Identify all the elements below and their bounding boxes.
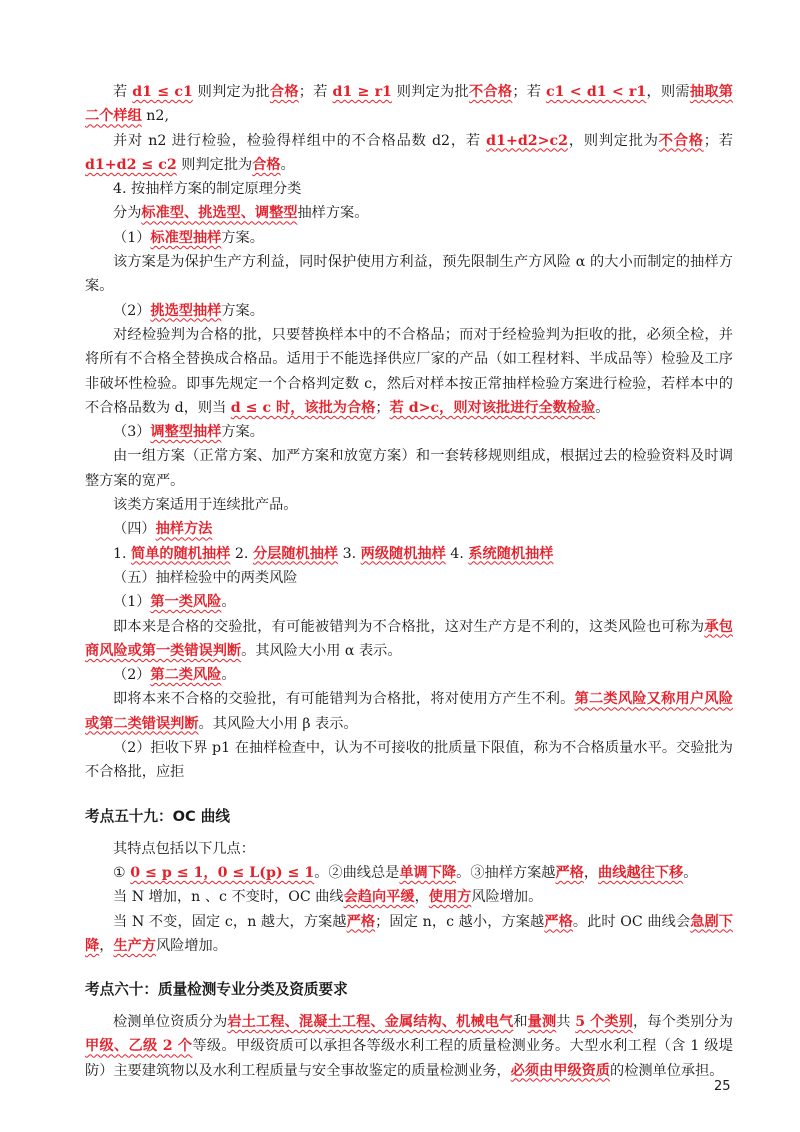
paragraph [85,542,733,566]
text-run: n2, [141,108,169,125]
text-run: 4. 按抽样方案的制定原理分类 [113,181,302,198]
paragraph [85,323,733,420]
highlighted-key-term: 会趋向平缓 [343,889,415,906]
text-run: 由一组方案（正常方案、加严方案和放宽方案）和一套转移规则组成，根据过去的检验资料及时调整方案的宽严。 [85,448,733,489]
highlighted-key-term: 合格 [269,84,299,100]
paragraph [85,517,733,541]
highlighted-key-term: 曲线越往下移 [598,864,684,881]
text-run: 检测单位资质分为 [113,1014,228,1031]
highlighted-key-term: 调整型抽样 [150,424,222,441]
text-run: 。 [221,667,236,684]
text-run: 则判定为批 [391,84,469,100]
highlighted-key-term: 承包商风险或第一类错误判断 [85,618,733,659]
paragraph [85,910,733,959]
text-run: ，则判定批为 [568,132,659,149]
section-heading-oc-curve: 考点五十九：OC 曲线 [85,807,230,825]
highlighted-key-term: 抽样方法 [155,521,213,538]
paragraph [85,299,733,323]
highlighted-key-term: 合格 [252,156,281,173]
paragraph [85,444,733,493]
text-run: 对经检验判为合格的批，只要替换样本中的不合格品；而对于经检验判为拒收的批，必须全检，并将所有不合格全替换成合格品。适用于不能选择供应厂家的产品（如工程材料、半成品等）检验及工序非破坏性检验。即事先规定一个合格判定数 c，然后对样本按正常抽样检验方案进行检验，若样本中的不合格品数为 d，则当 [85,326,733,416]
highlighted-key-term: d1 ≥ r1 [332,84,392,100]
text-run: 。此时 OC 曲线会 [572,913,691,930]
text-run: ；若 [703,132,733,149]
highlighted-key-term: d ≤ c 时，该批为合格 [230,399,376,416]
highlighted-key-term: 单调下降 [399,864,457,881]
highlighted-key-term: 5 个类别 [575,1014,634,1031]
paragraph [85,736,733,785]
paragraph [85,861,733,885]
paragraph [85,201,733,225]
text-run: ， [414,889,429,906]
text-run: ， [583,864,599,881]
paragraph [85,493,733,517]
text-run: 方案。 [221,302,264,319]
highlighted-key-term: 必须由甲级资质 [510,1062,610,1079]
text-run: 若 [113,84,133,100]
text-run: 。其风险大小用 α 表示。 [241,642,402,659]
text-run: （五）抽样检验中的两类风险 [113,569,298,586]
text-run: 分为 [113,205,142,222]
text-run: ① [113,864,131,881]
highlighted-key-term: 第二类风险 [150,667,222,684]
paragraph [85,615,733,664]
paragraph [85,420,733,444]
text-run: 。 [280,156,295,173]
highlighted-key-term: c1 < d1 < r1 [546,84,647,100]
text-run: 其特点包括以下几点： [113,840,255,857]
highlighted-key-term: 甲级、乙级 2 个 [85,1038,193,1055]
text-run: ，每个类别分为 [633,1014,733,1031]
paragraph [85,590,733,614]
highlighted-key-term: 抽取第二个样组 [85,84,733,125]
text-run: 共 [556,1014,576,1031]
paragraph [85,663,733,687]
highlighted-key-term: 使用方 [428,889,472,906]
highlighted-key-term: 0 ≤ p ≤ 1，0 ≤ L(p) ≤ 1 [130,864,315,881]
text-run: 1. [113,545,132,562]
highlighted-key-term: d1+d2 ≤ c2 [85,156,177,173]
highlighted-key-term: 第一类风险 [150,594,222,611]
text-run: 。②曲线总是 [314,864,400,881]
text-run: 3. [338,545,361,562]
text-run: 方案。 [221,229,264,246]
text-run: 和 [513,1014,528,1031]
highlighted-key-term: 不合格 [468,84,513,100]
paragraph [85,837,733,861]
text-run: 该类方案适用于连续批产品。 [113,497,298,514]
text-run: 方案。 [221,424,264,441]
text-run: 。 [595,399,610,416]
text-run: ； [375,399,390,416]
highlighted-key-term: 标准型、挑选型、调整型 [141,205,298,222]
text-run: ；固定 n，c 越小，方案越 [375,913,545,930]
paragraph [85,687,733,736]
highlighted-key-term: 急剧下降 [85,913,733,954]
section-qualification-body [85,1010,733,1083]
highlighted-key-term: 生产方 [113,937,156,954]
text-run: 2. [230,545,253,562]
text-run: （四） [113,521,156,538]
text-run: 的检测单位承担。 [609,1062,724,1079]
paragraph [85,566,733,590]
section-heading-qualification: 考点六十：质量检测专业分类及资质要求 [85,981,348,999]
highlighted-key-term: 简单的随机抽样 [131,545,231,562]
highlighted-key-term: 两级随机抽样 [360,545,446,562]
text-run: 。其风险大小用 β 表示。 [198,715,358,732]
text-run: 。 [221,594,236,611]
highlighted-key-term: 若 d>c，则对该批进行全数检验 [389,399,596,416]
text-run: ，则需 [646,84,690,100]
page-content [85,80,733,1083]
paragraph [85,1010,733,1083]
text-run: ；若 [298,84,333,100]
text-run: 等级。甲级资质可以承担各等级水利工程的质量检测业务。大型水利工程（含 1 级堤防）主要建筑物以及水利工程质量与安全事故鉴定的质量检测业务， [85,1038,733,1079]
paragraph [85,177,733,201]
text-run: 当 N 不变，固定 c，n 越大，方案越 [113,913,347,930]
highlighted-key-term: 系统随机抽样 [468,545,554,562]
text-run: 则判定为批 [192,84,270,100]
highlighted-key-term: d1+d2>c2 [486,132,569,149]
section-oc-curve-body [85,837,733,958]
highlighted-key-term: 严格 [555,864,584,881]
text-run: 4. [445,545,469,562]
highlighted-key-term: 标准型抽样 [150,229,222,246]
paragraph [85,885,733,909]
highlighted-key-term: 严格 [544,913,573,930]
highlighted-key-term: 第二类风险又称用户风险或第二类错误判断 [85,691,733,732]
text-run: 风险增加。 [155,937,227,954]
paragraph [85,250,733,299]
text-run: （1） [113,594,151,611]
text-run: 该方案是为保护生产方利益，同时保护使用方利益，预先限制生产方风险 α 的大小而制定的抽样方案。 [85,254,733,295]
paragraph [85,226,733,250]
highlighted-key-term: 挑选型抽样 [150,302,222,319]
paragraph [85,129,733,178]
text-run: 则判定批为 [176,156,253,173]
text-run: （2） [113,302,151,319]
text-run: 风险增加。 [471,889,543,906]
text-run: 即本来是合格的交验批，有可能被错判为不合格批，这对生产方是不利的，这类风险也可称为 [113,618,705,635]
text-run: 并对 n2 进行检验，检验得样组中的不合格品数 d2，若 [113,132,487,149]
text-run: 抽样方案。 [297,205,369,222]
text-run: ；若 [512,84,547,100]
text-run: ， [99,937,114,954]
text-run: 。 [683,864,698,881]
highlighted-key-term: 分层随机抽样 [252,545,339,562]
text-run: 。③抽样方案越 [456,864,556,881]
highlighted-key-term: 岩土工程、混凝土工程、金属结构、机械电气 [227,1014,514,1031]
text-run: （3） [113,424,151,441]
main-text-block [85,80,733,785]
highlighted-key-term: d1 ≤ c1 [132,84,193,100]
text-run: 当 N 增加，n 、c 不变时，OC 曲线 [113,889,344,906]
highlighted-key-term: 严格 [346,913,376,930]
text-run: 即将本来不合格的交验批，有可能错判为合格批，将对使用方产生不利。 [113,691,575,708]
paragraph [85,80,733,129]
highlighted-key-term: 量测 [527,1014,557,1031]
page-number: 25 [714,1079,731,1094]
text-run: （2） [113,667,151,684]
text-run: （1） [113,229,151,246]
highlighted-key-term: 不合格 [658,132,704,149]
text-run: （2）拒收下界 p1 在抽样检查中，认为不可接收的批质量下限值，称为不合格质量水平。交验批为不合格批，应拒 [85,740,733,781]
